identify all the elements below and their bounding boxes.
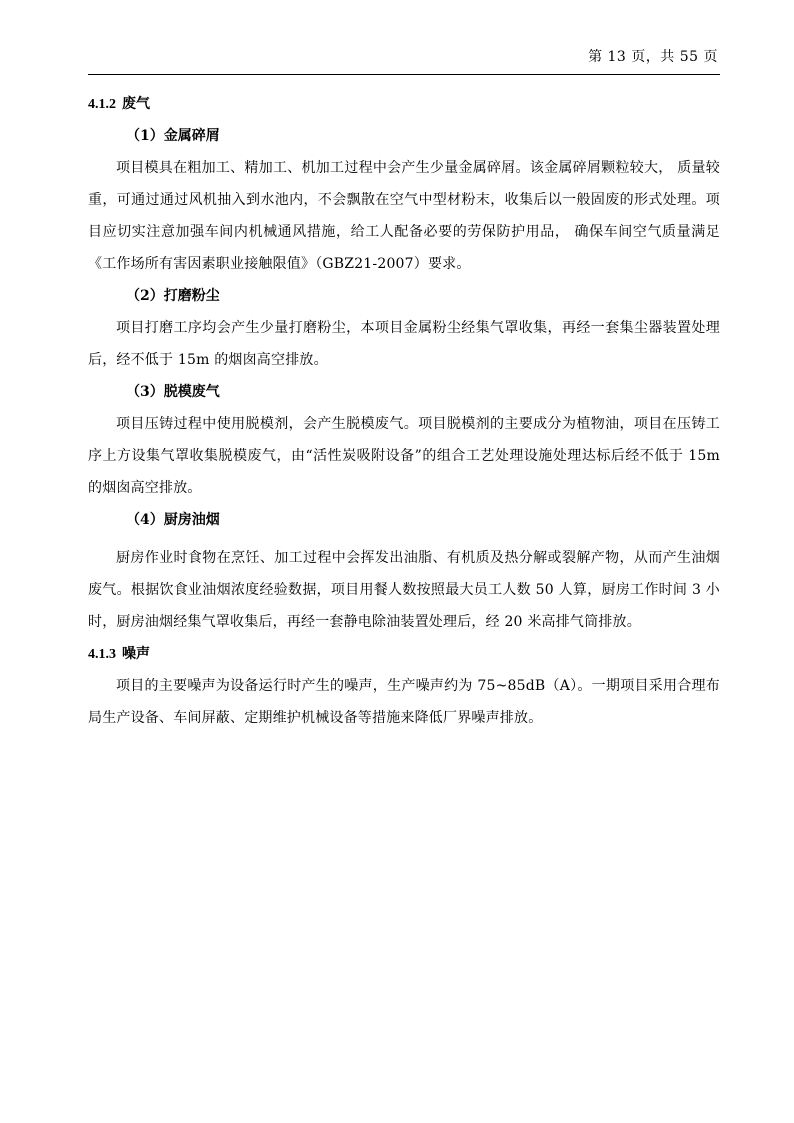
paragraph-metal-scraps: 项目模具在粗加工、精加工、机加工过程中会产生少量金属碎屑。该金属碎屑颗粒较大， 质量较重，可通过通过风机抽入到水池内，不会飘散在空气中型材粉末，收集后以一般固废的形式处理。项目应切实注意加强车间内机械通风措施，给工人配备必要的劳保防护用品， 确保车间空气质量满足《工作场所有害因素职业接触限值》（GBZ21-2007）要求。 [88, 160, 720, 272]
subheading-kitchen-fumes: （4）厨房油烟 [126, 512, 220, 528]
section-heading-4-1-3 [88, 638, 720, 670]
subheading-demolding-gas: （3）脱模废气 [126, 384, 220, 400]
section-title: 废气 [122, 96, 150, 112]
subheading-grinding-dust: （2）打磨粉尘 [126, 288, 220, 304]
section-number: 4.1.3 [88, 647, 116, 662]
paragraph-kitchen-fumes: 厨房作业时食物在烹饪、加工过程中会挥发出油脂、有机质及热分解或裂解产物，从而产生油烟废气。根据饮食业油烟浓度经验数据，项目用餐人数按照最大员工人数 50 人算，厨房工作时间 3 小时，厨房油烟经集气罩收集后，再经一套静电除油装置处理后，经 20 米高排气筒排放。 [88, 550, 720, 630]
document-body [88, 88, 720, 734]
section-title: 噪声 [122, 646, 150, 662]
page-header [88, 44, 720, 75]
subheading-metal-scraps: （1）金属碎屑 [126, 128, 220, 144]
paragraph-demolding-gas: 项目压铸过程中使用脱模剂，会产生脱模废气。项目脱模剂的主要成分为植物油，项目在压铸工序上方设集气罩收集脱模废气，由“活性炭吸附设备”的组合工艺处理设施处理达标后经不低于 15m 的烟囱高空排放。 [88, 416, 720, 496]
page-number: 第 13 页，共 55 页 [588, 49, 718, 65]
paragraph-noise: 项目的主要噪声为设备运行时产生的噪声，生产噪声约为 75~85dB（A）。一期项目采用合理布局生产设备、车间屏蔽、定期维护机械设备等措施来降低厂界噪声排放。 [88, 678, 720, 726]
section-number: 4.1.2 [88, 97, 116, 112]
paragraph-grinding-dust: 项目打磨工序均会产生少量打磨粉尘，本项目金属粉尘经集气罩收集，再经一套集尘器装置处理后，经不低于 15m 的烟囱高空排放。 [88, 320, 720, 368]
section-heading-4-1-2 [88, 88, 720, 120]
